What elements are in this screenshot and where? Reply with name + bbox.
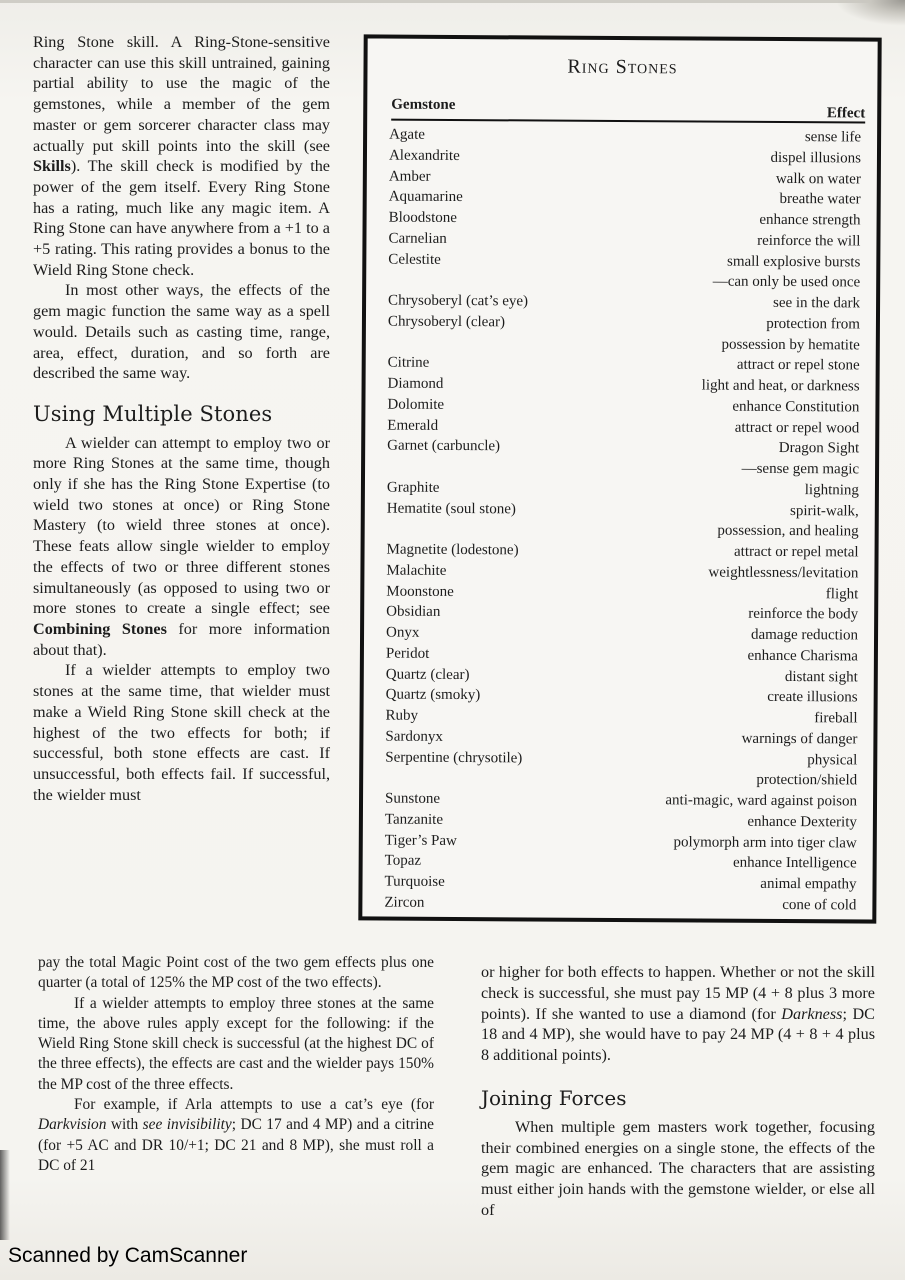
- effect-cell: sense life: [804, 129, 862, 146]
- effect-cell: see in the dark: [772, 294, 861, 312]
- gemstone-cell: Alexandrite: [388, 147, 460, 164]
- table-row: [389, 166, 861, 190]
- effect-cell: enhance Constitution: [732, 398, 860, 416]
- italic-text: Darkness: [781, 1004, 843, 1023]
- table-row: [385, 726, 857, 750]
- effect-cell: enhance Dexterity: [747, 813, 857, 831]
- gemstone-cell: Tiger’s Paw: [384, 832, 457, 849]
- gemstone-cell: Dolomite: [387, 396, 445, 413]
- effect-cell: —can only be used once: [712, 273, 861, 291]
- effect-cell: cone of cold: [782, 896, 857, 914]
- table-row: [389, 208, 861, 232]
- table-row: [386, 685, 858, 709]
- effect-cell: dispel illusions: [770, 149, 862, 167]
- bold-text: Combining Stones: [33, 619, 167, 638]
- table-row: [386, 643, 858, 667]
- table-row: [386, 623, 858, 647]
- effect-cell: enhance strength: [759, 211, 861, 229]
- effect-cell: walk on water: [775, 170, 861, 187]
- table-row: [388, 291, 860, 315]
- table-row: [385, 706, 857, 730]
- gemstone-cell: Magnetite (lodestone): [386, 541, 519, 559]
- section-heading-multiple-stones: Using Multiple Stones: [33, 401, 273, 426]
- effect-cell: animal empathy: [760, 875, 857, 893]
- table-row: [387, 477, 859, 501]
- header-effect: Effect: [826, 105, 866, 122]
- page-corner-wear: [835, 0, 905, 26]
- left-column: [33, 32, 330, 805]
- gemstone-cell: Hematite (soul stone): [386, 500, 517, 517]
- table-row: [385, 809, 857, 833]
- paragraph-example-continued: [481, 962, 875, 1066]
- effect-cell: polymorph arm into tiger claw: [673, 833, 857, 851]
- table-row: [387, 394, 859, 418]
- gemstone-cell: Chrysoberyl (cat’s eye): [388, 292, 529, 310]
- binding-shadow: [0, 1150, 10, 1240]
- text-span: For example, if Arla attempts to use a cat’s eye (for: [74, 1096, 434, 1114]
- gemstone-cell: Topaz: [384, 852, 422, 870]
- table-row: [388, 374, 860, 398]
- gemstone-cell: Peridot: [385, 645, 430, 662]
- effect-cell: lightning: [804, 481, 859, 499]
- table-row: [389, 125, 861, 149]
- text-span: ; DC 17 and 4 MP) and a citrine (for +5 AC and DR 10/+1; DC 21 and 8 MP), she must roll a DC of 21: [38, 1116, 435, 1174]
- effect-cell: protection/shield: [756, 772, 858, 789]
- gemstone-cell: Bloodstone: [388, 209, 457, 226]
- effect-cell: enhance Intelligence: [732, 854, 857, 872]
- header-gemstone: Gemstone: [391, 96, 456, 113]
- effect-cell: weightlessness/levitation: [708, 564, 859, 582]
- effect-cell: light and heat, or darkness: [701, 377, 860, 395]
- gemstone-cell: Carnelian: [388, 230, 447, 247]
- paragraph-total-cost: pay the total Magic Point cost of the two gem effects plus one quarter (a total of 125% the MP cost of the two effects).: [38, 954, 434, 992]
- effect-cell: create illusions: [767, 689, 858, 706]
- text-span: or higher for both effects to happen. Whether or not the skill check is successful, she must pay 15 MP (4 + 8 plus 3 more points). If she wanted to use a diamond (for: [481, 963, 875, 1023]
- effect-cell: anti-magic, ward against poison: [665, 792, 858, 810]
- text-span: ; DC 18 and 4 MP), she would have to pay 24 MP (4 + 8 + 4 plus 8 additional points).: [481, 1004, 875, 1065]
- gemstone-cell: Turquoise: [384, 873, 445, 890]
- gemstone-cell: Ruby: [385, 707, 419, 724]
- table-row: [387, 457, 859, 481]
- ring-stones-table: [358, 34, 881, 923]
- table-row: [385, 789, 857, 813]
- text-span: for more information about that).: [33, 619, 331, 659]
- bottom-left-column: [38, 953, 434, 1176]
- effect-cell: small explosive bursts: [726, 253, 861, 270]
- table-row: [386, 560, 858, 584]
- gemstone-cell: Serpentine (chrysotile): [385, 749, 523, 766]
- text-span: A wielder can attempt to employ two or more Ring Stones at the same time, though only if she has the Ring Stone Expertise (to wield two stones at once) or Ring Stone Mastery (to wield three stones at once). These feats allow single wielder to employ the effects of two or three different stones simultaneously (as opposed to using two or more stones to create a single effect; see: [33, 433, 330, 618]
- effect-cell: reinforce the body: [748, 606, 859, 623]
- table-row: [386, 664, 858, 688]
- bold-text: Skills: [33, 157, 71, 176]
- table-row: [389, 145, 861, 169]
- table-row: [389, 187, 861, 211]
- text-span: ). The skill check is modified by the power of the gem itself. Every Ring Stone has a rating, much like any magic item. A Ring Stone can have anywhere from a +1 to a +5 rating. This rating provides a bonus to the Wield Ring Stone check.: [33, 157, 330, 279]
- italic-text: see invisibility: [142, 1116, 232, 1134]
- effect-cell: attract or repel wood: [734, 419, 860, 436]
- gemstone-cell: Garnet (carbuncle): [387, 437, 501, 455]
- table-row: [385, 768, 857, 792]
- table-row: [388, 332, 860, 356]
- effect-cell: enhance Charisma: [747, 647, 858, 665]
- effect-cell: reinforce the will: [757, 232, 861, 250]
- gemstone-cell: Malachite: [386, 562, 447, 579]
- paragraph-two-stones: If a wielder attempts to employ two stones at the same time, that wielder must make a Wield Ring Stone skill check at the highest of the two effects for both; if successful, both stone effects are cast. If unsuccessful, both effects fail. If successful, the wielder must: [33, 661, 330, 804]
- effect-cell: flight: [825, 585, 859, 602]
- table-row: [388, 270, 860, 294]
- effect-cell: possession by hematite: [721, 336, 860, 353]
- italic-text: Darkvision: [38, 1116, 107, 1134]
- gemstone-cell: Amber: [388, 168, 431, 185]
- section-heading-joining-forces: Joining Forces: [481, 1085, 627, 1110]
- table-title: Ring Stones: [567, 55, 678, 79]
- table-body: [384, 125, 861, 916]
- table-row: [384, 892, 856, 916]
- table-row: [387, 436, 859, 460]
- paragraph-example-arla: [38, 1095, 434, 1176]
- gemstone-cell: Moonstone: [386, 583, 454, 600]
- effect-cell: attract or repel metal: [733, 543, 859, 561]
- effect-cell: Dragon Sight: [778, 440, 860, 457]
- gemstone-cell: Quartz (clear): [385, 666, 470, 683]
- table-row: [386, 581, 858, 605]
- gemstone-cell: Obsidian: [386, 603, 441, 621]
- table-row: [385, 830, 857, 854]
- gemstone-cell: Zircon: [384, 894, 425, 911]
- table-header: [391, 95, 865, 124]
- bottom-right-column: [481, 962, 875, 1221]
- gemstone-cell: Emerald: [387, 417, 439, 434]
- paragraph-multiple-stones: [33, 433, 330, 661]
- table-row: [386, 602, 858, 626]
- gemstone-cell: Celestite: [388, 251, 441, 268]
- table-row: [387, 415, 859, 439]
- paragraph-ring-stone-skill: [33, 32, 330, 280]
- table-row: [384, 872, 856, 896]
- effect-cell: distant sight: [784, 668, 858, 685]
- effect-cell: protection from: [766, 315, 860, 333]
- table-row: [388, 228, 860, 252]
- table-row: [387, 498, 859, 522]
- gemstone-cell: Citrine: [387, 354, 430, 372]
- effect-cell: physical: [807, 751, 858, 768]
- effect-cell: breathe water: [779, 191, 861, 208]
- gemstone-cell: Quartz (smoky): [385, 686, 481, 704]
- paragraph-three-stones: If a wielder attempts to employ three stones at the same time, the above rules apply except for the following: if the Wield Ring Stone skill check is successful (at the highest DC of the three effects), the effects are cast and the wielder pays 150% the MP cost of the three effects.: [38, 994, 434, 1093]
- effect-cell: spirit-walk,: [790, 502, 859, 519]
- effect-cell: fireball: [814, 710, 858, 727]
- table-row: [388, 311, 860, 335]
- text-span: Ring Stone skill. A Ring-Stone-sensitive character can use this skill untrained, gaining partial ability to use the magic of the gemstones, while a member of the gem master or gem sorcerer character class may actually put skill points into the skill (see: [33, 33, 330, 155]
- table-row: [385, 851, 857, 875]
- effect-cell: possession, and healing: [717, 522, 859, 540]
- text-span: with: [106, 1116, 143, 1134]
- gemstone-cell: Onyx: [386, 624, 420, 641]
- table-row: [385, 747, 857, 771]
- gemstone-cell: Agate: [389, 126, 425, 143]
- table-row: [388, 249, 860, 273]
- paragraph-gem-magic-function: In most other ways, the effects of the gem magic function the same way as a spell would. Details such as casting time, range, area, effect, duration, and so forth are described the same way.: [33, 281, 330, 383]
- gemstone-cell: Sunstone: [384, 790, 441, 807]
- effect-cell: —sense gem magic: [741, 460, 860, 478]
- gemstone-cell: Aquamarine: [388, 188, 463, 206]
- gemstone-cell: Sardonyx: [385, 728, 443, 745]
- gemstone-cell: Tanzanite: [384, 811, 444, 828]
- effect-cell: warnings of danger: [741, 730, 858, 748]
- table-row: [388, 353, 860, 377]
- effect-cell: attract or repel stone: [736, 356, 860, 374]
- effect-cell: damage reduction: [750, 626, 859, 644]
- table-row: [386, 540, 858, 564]
- top-edge: [0, 0, 905, 3]
- gemstone-cell: Graphite: [386, 479, 440, 496]
- paragraph-joining-forces: When multiple gem masters work together, focusing their combined energies on a single stone, the effects of the gem magic are enhanced. The characters that are assisting must either join hands with the gemstone wielder, or else all of: [481, 1117, 875, 1219]
- gemstone-cell: Diamond: [387, 375, 444, 392]
- scanner-watermark: Scanned by CamScanner: [8, 1244, 248, 1267]
- gemstone-cell: Chrysoberyl (clear): [387, 313, 506, 331]
- table-row: [387, 519, 859, 543]
